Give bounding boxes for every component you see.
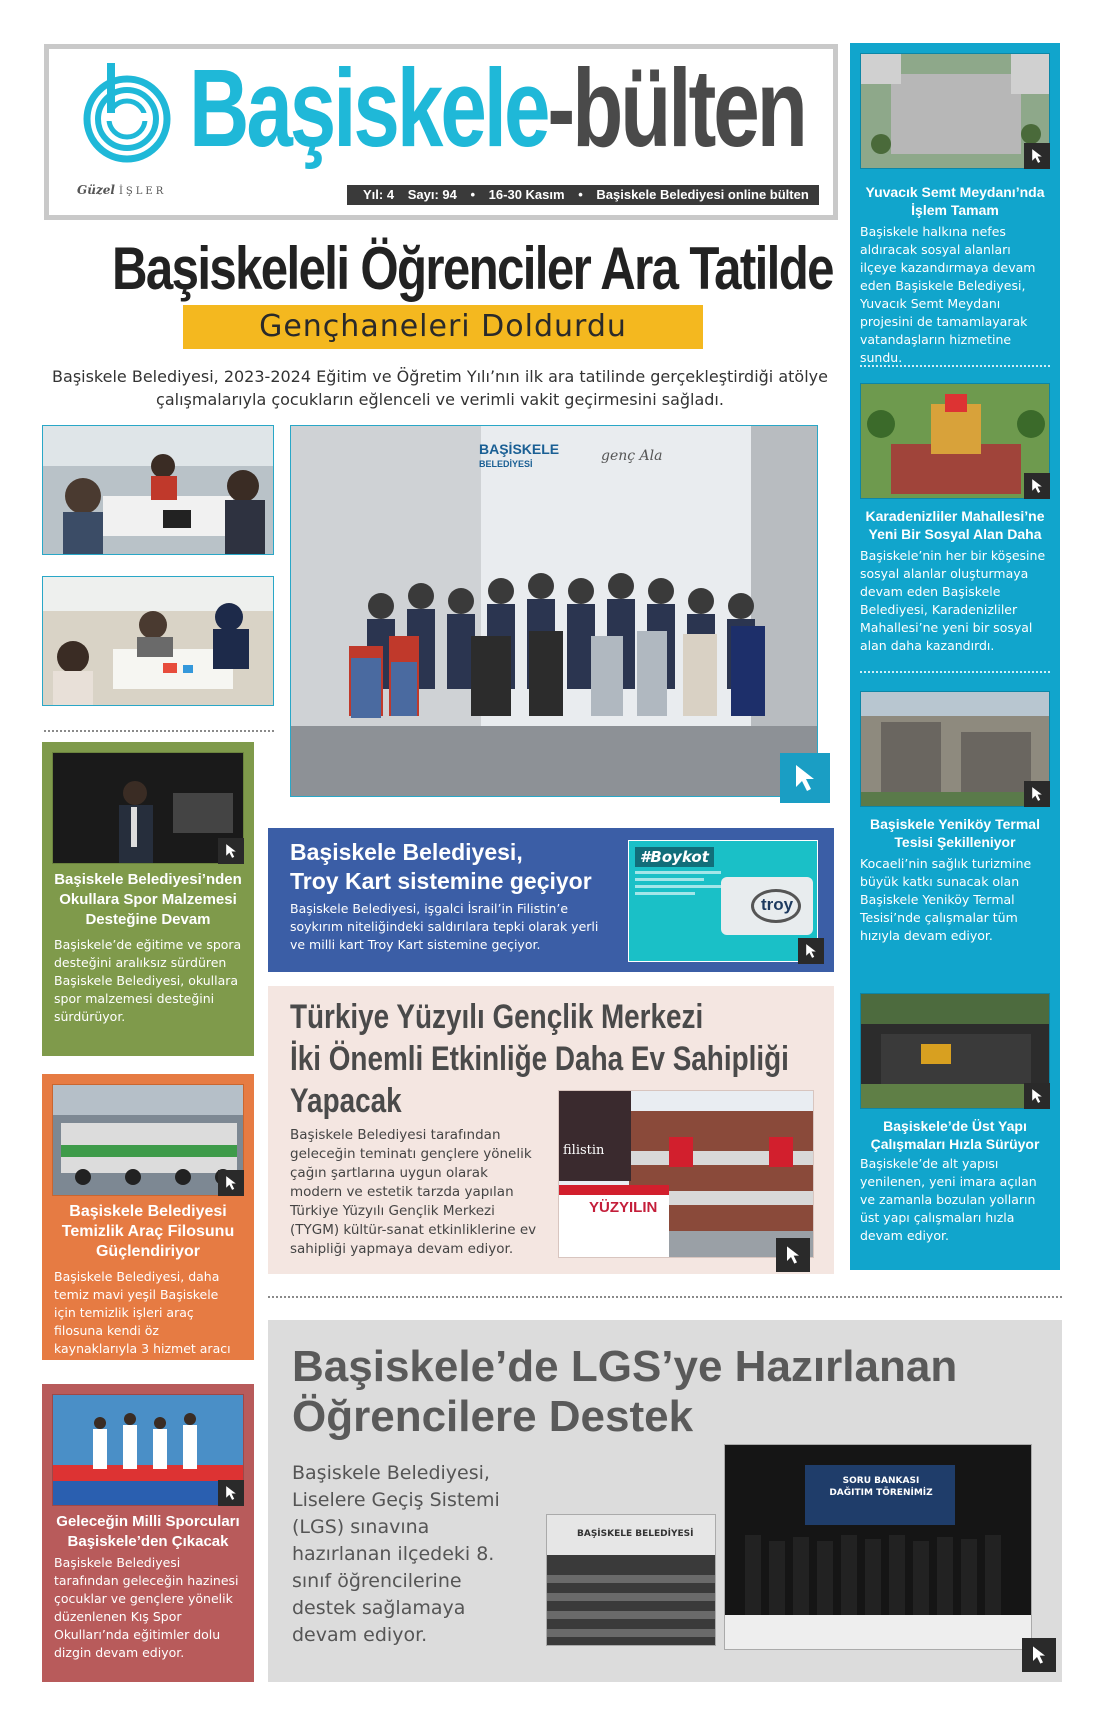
main-photo-sign: [479, 442, 559, 472]
main-photo-cursor-icon[interactable]: [780, 753, 830, 803]
tygm-article[interactable]: [268, 986, 834, 1274]
main-subheadline: Gençhaneleri Doldurdu: [183, 305, 703, 349]
brand-wordmark: [189, 47, 805, 170]
troy-body: Başiskele Belediyesi, işgalci İsrail’in Filistin’e soykırım niteliğindeki saldırılara tepki olarak yerli ve milli kart Troy Kart sistemine geçiyor.: [290, 901, 599, 952]
sidebar-termal-cursor-icon[interactable]: [1024, 781, 1050, 807]
tygm-cursor-icon[interactable]: [776, 1238, 810, 1272]
troy-boykot-image: [628, 840, 818, 962]
card-sports-body: Başiskele’de eğitime ve spora desteğini aralıksız sürdüren Başiskele Belediyesi, okullara spor malzemesi desteğini sürdürüyor.: [54, 937, 242, 1024]
tagline-caps: İŞLER: [118, 186, 167, 197]
tygm-image: [558, 1090, 814, 1258]
sign-subtext: BELEDİYESİ: [479, 459, 533, 469]
news-sidebar: [850, 43, 1060, 1270]
lgs-ceremony-image: [724, 1444, 1032, 1650]
sidebar-yuvacik-photo: [860, 53, 1050, 169]
sidebar-karadenizliler-body: Başiskele’nin her bir köşesine sosyal alanlar oluşturmaya devam eden Başiskele Belediyesi, Karadenizliler Mahallesi’ne yeni bir sosyal alan daha kazandırdı.: [860, 548, 1046, 653]
issue-year: Yıl: 4: [363, 187, 395, 202]
sign-genc-ala: genç Ala: [601, 448, 663, 464]
issue-date: 16-30 Kasım: [488, 187, 565, 202]
sidebar-karadenizliler-title: Karadenizliler Mahallesi’ne Yeni Bir Sosyal Alan Daha: [865, 508, 1045, 542]
troy-card-graphic: [721, 877, 813, 935]
lgs-article[interactable]: [268, 1320, 1062, 1682]
troy-card-article[interactable]: [268, 828, 834, 972]
sidebar-ustyapi-title: Başiskele’de Üst Yapı Çalışmaları Hızla Sürüyor: [870, 1118, 1040, 1152]
divider-lgs: [268, 1296, 1062, 1298]
tygm-title-line-3: Yapacak: [290, 1082, 402, 1120]
troy-card-brand: troy: [761, 895, 794, 914]
lgs-title-line-1: Başiskele’de LGS’ye Hazırlanan: [292, 1342, 958, 1391]
card-cleaning-fleet[interactable]: [42, 1074, 254, 1374]
tygm-body: Başiskele Belediyesi tarafından geleceğin teminatı gençlere yönelik çağın şartlarına uygun olarak modern ve estetik tarzda yapılan Türkiye Yüzyılı Gençlik Merkezi (TYGM) kültür-sanat etkinliklerine ev sahipliği yapmaya devam ediyor.: [290, 1127, 537, 1257]
tagline-script: Güzel: [77, 183, 115, 197]
card-future-athletes[interactable]: [42, 1384, 254, 1682]
sidebar-yuvacik-title: Yuvacık Semt Meydanı’nda İşlem Tamam: [865, 184, 1045, 218]
sidebar-item-yuvacik[interactable]: [860, 53, 1050, 363]
genchane-group-photo[interactable]: [290, 425, 818, 797]
issue-number: Sayı: 94: [407, 187, 457, 202]
divider-left-top: [44, 730, 274, 732]
lgs-hall-banner: BAŞİSKELE BELEDİYESİ: [577, 1529, 694, 1539]
issue-bar: [347, 185, 819, 205]
sign-text: BAŞİSKELE: [479, 441, 560, 457]
card-sports-supplies[interactable]: [42, 742, 254, 1056]
sidebar-divider-1: [860, 365, 1050, 367]
lgs-body: Başiskele Belediyesi, Liselere Geçiş Sistemi (LGS) sınavına hazırlanan ilçedeki 8. sınıf öğrencilerine destek sağlamaya devam ediyor.: [292, 1462, 500, 1646]
troy-badge: #Boykot: [635, 847, 714, 867]
main-lead-text: Başiskele Belediyesi, 2023-2024 Eğitim ve Öğretim Yılı’nın ilk ara tatilinde gerçekleştirdiği atölye çalışmalarıyla çocukların eğlenceli ve verimli vakit geçirmesini sağladı.: [52, 367, 828, 409]
card-cleaning-photo: [52, 1084, 244, 1196]
troy-cursor-icon[interactable]: [798, 938, 824, 964]
tygm-building-image: [559, 1091, 814, 1258]
tygm-title-line-2: İki Önemli Etkinliğe Daha Ev Sahipliği: [290, 1040, 789, 1078]
sidebar-ustyapi-photo: [860, 993, 1050, 1109]
sidebar-termal-title: Başiskele Yeniköy Termal Tesisi Şekilleniyor: [870, 816, 1040, 850]
workshop-photo-2[interactable]: [42, 576, 274, 706]
tygm-poster-yuzyilin: YÜZYILIN: [589, 1199, 658, 1216]
workshop-photo-2-image: [43, 577, 274, 706]
sidebar-termal-body: Kocaeli’nin sağlık turizmine büyük katkı sunacak olan Başiskele Yeniköy Termal Tesisi’nde çalışmalar tüm hızıyla devam ediyor.: [860, 856, 1032, 943]
lgs-hall-image: [546, 1514, 716, 1646]
bullet-1: •: [470, 187, 476, 202]
lgs-title-line-2: Öğrencilere Destek: [292, 1392, 694, 1441]
card-athletes-body: Başiskele Belediyesi tarafından geleceğin hazinesi çocuklar ve gençlere yönelik düzenlenen Kış Spor Okulları’nda eğitimler dolu dizgin devam ediyor.: [54, 1555, 239, 1660]
card-cleaning-title: Başiskele Belediyesi Temizlik Araç Filosunu Güçlendiriyor: [61, 1203, 235, 1260]
sidebar-karadenizliler-cursor-icon[interactable]: [1024, 473, 1050, 499]
troy-title-line-2: Troy Kart sistemine geçiyor: [290, 868, 592, 894]
logo-tagline: [77, 183, 166, 197]
sidebar-divider-2: [860, 671, 1050, 673]
genchane-group-image: [291, 426, 818, 797]
card-athletes-title: Geleceğin Milli Sporcuları Başiskele’den Çıkacak: [56, 1513, 240, 1550]
card-sports-supplies-photo: [52, 752, 244, 864]
troy-title-line-1: Başiskele Belediyesi,: [290, 839, 523, 865]
card-sports-title: Başiskele Belediyesi’nden Okullara Spor Malzemesi Desteğine Devam: [54, 871, 242, 928]
basiskele-logo-icon: [77, 63, 177, 163]
main-headline: Başiskeleli Öğrenciler Ara Tatilde: [112, 235, 833, 302]
brand-part-1: Başiskele: [189, 47, 548, 170]
bullet-2: •: [578, 187, 583, 202]
troy-fineprint: [635, 871, 721, 921]
card-athletes-photo: [52, 1394, 244, 1506]
sidebar-karadenizliler-photo: [860, 383, 1050, 499]
sidebar-termal-photo: [860, 691, 1050, 807]
sidebar-ustyapi-body: Başiskele’de alt yapısı yenilenen, yeni imara açılan ve zamanla bozulan yolların üst yapı çalışmaları hızla devam ediyor.: [860, 1156, 1037, 1243]
sidebar-yuvacik-body: Başiskele halkına nefes aldıracak sosyal alanları ilçeye kazandırmaya devam eden Başiskele Belediyesi, Yuvacık Semt Meydanı projesini de tamamlayarak vatandaşların hizmetine sundu.: [860, 224, 1036, 365]
sidebar-yuvacik-cursor-icon[interactable]: [1024, 143, 1050, 169]
sidebar-ustyapi-cursor-icon[interactable]: [1024, 1083, 1050, 1109]
tygm-title-line-1: Türkiye Yüzyılı Gençlik Merkezi: [290, 998, 704, 1036]
workshop-photo-1[interactable]: [42, 425, 274, 555]
workshop-photo-1-image: [43, 426, 274, 555]
card-cleaning-body: Başiskele Belediyesi, daha temiz mavi yeşil Başiskele için temizlik işleri araç filosuna kendi öz kaynaklarıyla 3 hizmet aracı daha kattı.: [54, 1269, 231, 1374]
masthead: [44, 44, 838, 220]
card-sports-cursor-icon[interactable]: [218, 838, 244, 864]
lgs-stage-text: SORU BANKASI DAĞITIM TÖRENİMİZ: [829, 1476, 933, 1498]
card-athletes-cursor-icon[interactable]: [218, 1480, 244, 1506]
card-cleaning-cursor-icon[interactable]: [218, 1170, 244, 1196]
issue-note: Başiskele Belediyesi online bülten: [596, 187, 809, 202]
tygm-poster-filistin: filistin: [563, 1143, 605, 1158]
brand-part-2: -bülten: [547, 47, 805, 170]
lgs-cursor-icon[interactable]: [1022, 1638, 1056, 1672]
lgs-title: [292, 1342, 957, 1442]
troy-title: [290, 838, 592, 896]
